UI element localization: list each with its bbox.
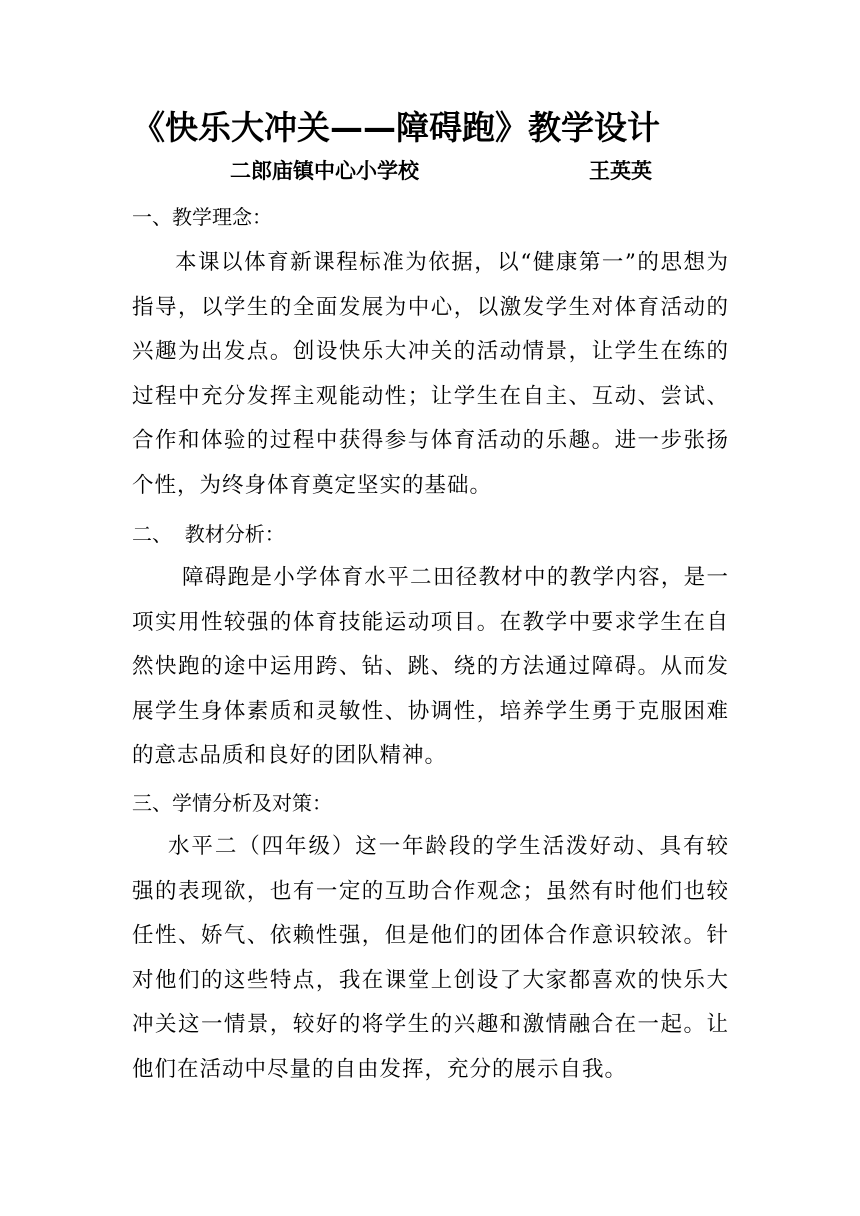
section-body-students: 水平二（四年级）这一年龄段的学生活泼好动、具有较强的表现欲，也有一定的互助合作观念；虽然有时他们也较任性、娇气、依赖性强，但是他们的团体合作意识较浓。针对他们的这些特点，我在课堂上创设了大家都喜欢的快乐大冲关这一情景，较好的将学生的兴趣和激情融合在一起。让他们在活动中尽量的自由发挥，充分的展示自我。 bbox=[132, 834, 729, 1082]
school-name: 二郎庙镇中心小学校 bbox=[230, 159, 419, 183]
author-name: 王英英 bbox=[589, 159, 652, 183]
section-heading-philosophy: 一、教学理念： bbox=[132, 205, 272, 229]
section-body-philosophy: 本课以体育新课程标准为依据，以“健康第一”的思想为指导，以学生的全面发展为中心，以激发学生对体育活动的兴趣为出发点。创设快乐大冲关的活动情景，让学生在练的过程中充分发挥主观能动性；让学生在自主、互动、尝试、合作和体验的过程中获得参与体育活动的乐趣。进一步张扬个性，为终身体育奠定坚实的基础。 bbox=[132, 250, 729, 498]
section-body-material: 障碍跑是小学体育水平二田径教材中的教学内容，是一项实用性较强的体育技能运动项目。在教学中要求学生在自然快跑的途中运用跨、钻、跳、绕的方法通过障碍。从而发展学生身体素质和灵敏性、协调性，培养学生勇于克服困难的意志品质和良好的团队精神。 bbox=[132, 565, 729, 769]
section-heading-students: 三、学情分析及对策： bbox=[132, 791, 332, 815]
document-title: 《快乐大冲关——障碍跑》教学设计 bbox=[132, 108, 660, 147]
section-heading-material: 二、 教材分析： bbox=[132, 522, 285, 546]
